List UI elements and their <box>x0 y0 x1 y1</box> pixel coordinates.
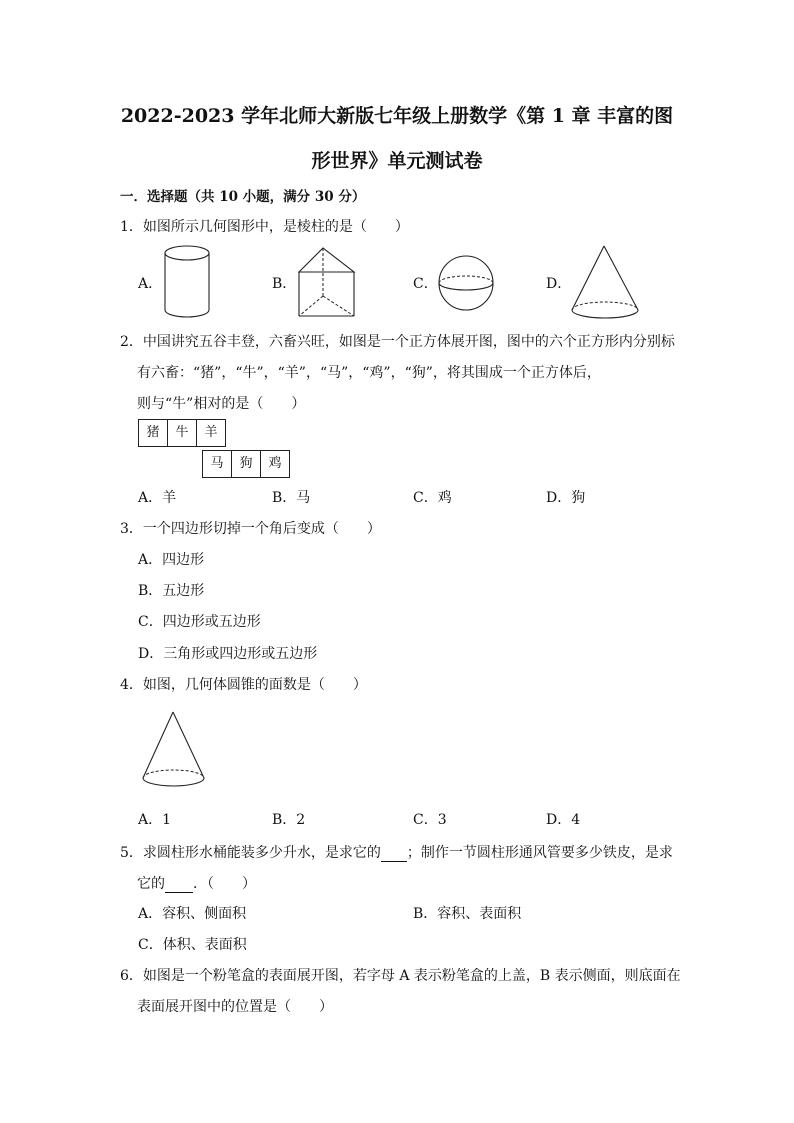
sphere-figure <box>436 253 498 315</box>
q5-option-c: C．体积、表面积 <box>138 937 247 953</box>
q4-option-b: B．2 <box>272 812 306 828</box>
q4-option-c: C．3 <box>413 812 447 828</box>
q5-option-a: A．容积、侧面积 <box>138 906 247 922</box>
q3-option-d: D．三角形或四边形或五边形 <box>138 646 318 662</box>
q5-line2-part2: ．（ ） <box>193 876 256 892</box>
q4-option-d: D．4 <box>546 812 581 828</box>
cylinder-figure <box>160 244 216 322</box>
cone-figure <box>568 242 644 322</box>
q1-option-b: B． <box>272 276 297 292</box>
q2-option-b: B．马 <box>272 490 311 506</box>
cone-figure-q4 <box>138 708 210 794</box>
q1-option-c: C． <box>413 276 438 292</box>
net-cell-pig: 猪 <box>138 419 168 447</box>
answer-blank-2 <box>165 874 193 893</box>
q2-option-d: D．狗 <box>546 490 586 506</box>
q3-option-c: C．四边形或五边形 <box>138 614 261 630</box>
q5-line1-part2: ；制作一节圆柱形通风管要多少铁皮，是求 <box>406 845 673 861</box>
cube-net <box>138 419 290 479</box>
q2-option-c: C．鸡 <box>413 490 452 506</box>
q4-option-a: A．1 <box>138 812 172 828</box>
page-title-line-2: 形世界》单元测试卷 <box>311 150 483 172</box>
q3-option-a: A．四边形 <box>138 552 205 568</box>
q2-option-a: A．羊 <box>138 490 177 506</box>
q2-stem-line-1: 2．中国讲究五谷丰登，六畜兴旺，如图是一个正方体展开图，图中的六个正方形内分别标 <box>120 334 675 350</box>
q3-option-b: B．五边形 <box>138 583 205 599</box>
q2-stem-line-3: 则与“牛”相对的是（ ） <box>137 396 306 412</box>
q3-stem: 3．一个四边形切掉一个角后变成（ ） <box>120 521 381 537</box>
q1-option-d: D． <box>546 276 572 292</box>
q5-line2-part1: 它的 <box>137 876 165 892</box>
q5-stem-line-1 <box>120 843 673 862</box>
net-cell-chicken: 鸡 <box>260 450 290 478</box>
answer-blank-1 <box>381 843 407 862</box>
net-cell-ox: 牛 <box>167 419 197 447</box>
triangular-prism-figure <box>296 244 360 320</box>
q2-stem-line-2: 有六畜：“猪”，“牛”，“羊”，“马”，“鸡”，“狗”，将其围成一个正方体后， <box>137 365 601 381</box>
q4-stem: 4．如图，几何体圆锥的面数是（ ） <box>120 677 367 693</box>
q5-option-b: B．容积、表面积 <box>413 906 522 922</box>
net-cell-dog: 狗 <box>231 450 261 478</box>
q5-line1-part1: 5．求圆柱形水桶能装多少升水，是求它的 <box>120 845 381 861</box>
q1-stem: 1．如图所示几何图形中，是棱柱的是（ ） <box>120 219 409 235</box>
q6-stem-line-1: 6．如图是一个粉笔盒的表面展开图，若字母 A 表示粉笔盒的上盖，B 表示侧面，则底面在 <box>120 968 681 984</box>
net-cell-horse: 马 <box>202 450 232 478</box>
q1-option-a: A． <box>138 276 163 292</box>
net-cell-sheep: 羊 <box>196 419 226 447</box>
q6-stem-line-2: 表面展开图中的位置是（ ） <box>137 999 333 1015</box>
q5-stem-line-2 <box>137 874 256 893</box>
page-title-line-1: 2022-2023 学年北师大新版七年级上册数学《第 1 章 丰富的图 <box>120 105 674 127</box>
section-heading: 一．选择题（共 10 小题，满分 30 分） <box>120 189 366 205</box>
